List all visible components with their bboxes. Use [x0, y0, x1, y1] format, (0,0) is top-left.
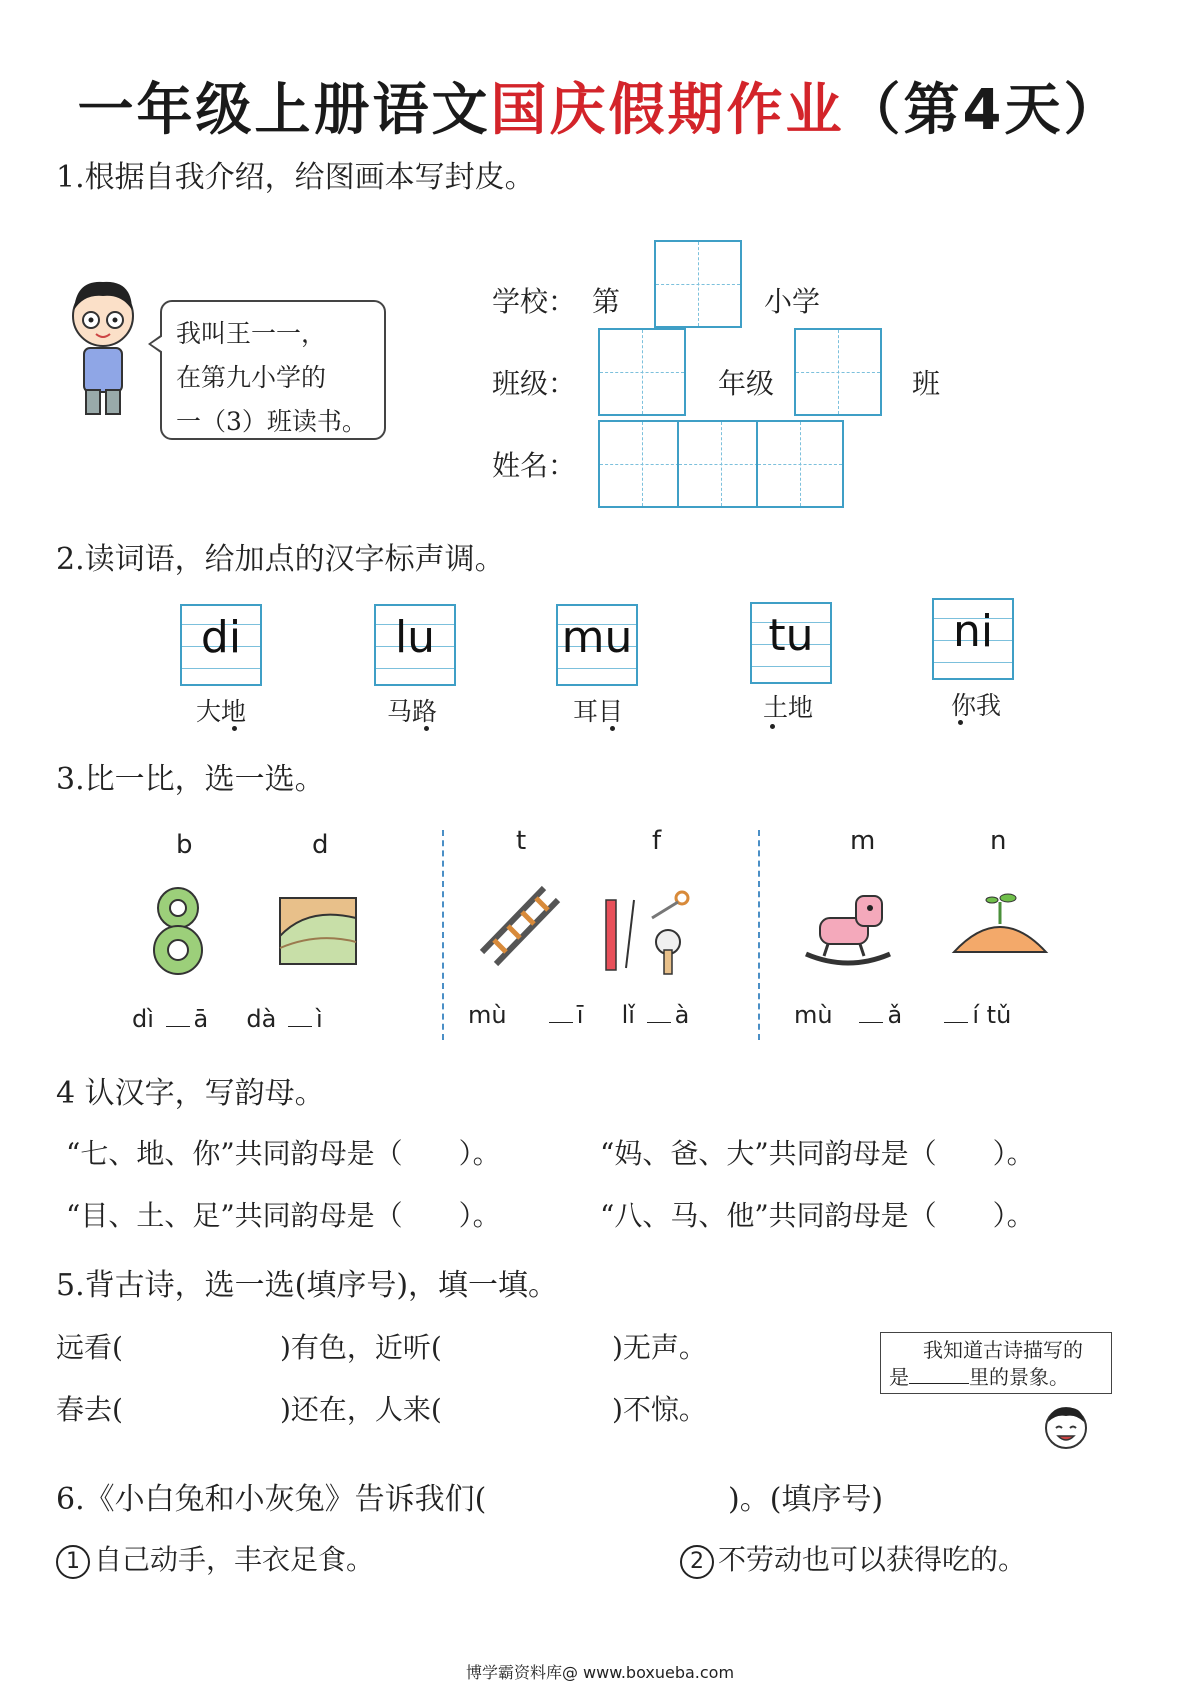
letter-b: b [176, 830, 193, 860]
emphasis-dot-5 [958, 720, 963, 725]
school-label: 学校： [492, 285, 577, 318]
poem-line-2c: )不惊。 [612, 1393, 707, 1426]
word-3: 耳目 [572, 697, 623, 726]
option-2 [680, 1538, 1026, 1579]
q2-prompt: 2.读词语，给加点的汉字标声调。 [56, 542, 505, 577]
option-2-text: 不劳动也可以获得吃的。 [718, 1543, 1027, 1576]
pinyin-box-5 [932, 598, 1014, 680]
poem-line-2b: )还在，人来( [280, 1393, 442, 1426]
title-part2: 国庆假期作业 [490, 78, 845, 143]
poem-line-1b: )有色，近听( [280, 1331, 442, 1364]
poem-line-1c: )无声。 [612, 1331, 707, 1364]
divider-1 [442, 830, 444, 1040]
digit-eight-icon [146, 880, 210, 980]
q4-prompt: 4 认汉字，写韵母。 [56, 1076, 325, 1111]
ladder-icon [474, 880, 564, 970]
poem-line-1a: 远看( [56, 1331, 123, 1364]
option-1-number: 1 [56, 1545, 90, 1579]
pinyin-box-3 [556, 604, 638, 686]
pinyin-pair-2: mù ī lǐ à [468, 1001, 690, 1029]
letter-f: f [652, 826, 662, 856]
word-1: 大地 [195, 697, 246, 726]
name-box-3[interactable] [756, 420, 844, 508]
rocking-horse-icon [800, 888, 896, 968]
letter-d: d [312, 830, 329, 860]
class-word: 班 [912, 367, 941, 400]
smiling-child-icon [1040, 1402, 1092, 1450]
class-label: 班级： [492, 367, 577, 400]
emphasis-dot-2 [424, 726, 429, 731]
title-part3: （第4天） [844, 78, 1123, 143]
soil-mound-icon [950, 888, 1050, 958]
q4-line-2a: “目、土、足”共同韵母是（ ）。 [66, 1199, 501, 1232]
emphasis-dot-3 [610, 726, 615, 731]
boy-icon [62, 270, 144, 420]
letter-t: t [516, 826, 527, 856]
note-line-1: 我知道古诗描写的 [923, 1338, 1083, 1362]
q6-prompt-b: )。(填序号) [728, 1482, 884, 1517]
pinyin-box-4 [750, 602, 832, 684]
grade-word: 年级 [718, 367, 775, 400]
pinyin-4: tu [768, 610, 814, 661]
letter-n: n [990, 826, 1007, 856]
pinyin-pair-1: dì ā dà ì [132, 1005, 323, 1033]
school-suffix: 小学 [764, 285, 821, 318]
pinyin-box-2 [374, 604, 456, 686]
pinyin-pair-3: mù ǎ í tǔ [794, 1001, 1012, 1029]
name-box-2[interactable] [677, 420, 765, 508]
footer-watermark: 博学霸资料库@ www.boxueba.com [465, 1663, 735, 1682]
pinyin-1: di [200, 612, 242, 663]
earth-icon [278, 896, 358, 966]
title-part1: 一年级上册语文 [77, 78, 491, 143]
q4-line-2b: “八、马、他”共同韵母是（ ）。 [600, 1199, 1035, 1232]
option-2-number: 2 [680, 1545, 714, 1579]
poem-line-2a: 春去( [56, 1393, 123, 1426]
word-4: 土地 [762, 693, 813, 722]
q4-line-1b: “妈、爸、大”共同韵母是（ ）。 [600, 1137, 1035, 1170]
school-number-box[interactable] [654, 240, 742, 328]
grade-box[interactable] [598, 328, 686, 416]
word-5: 你我 [950, 691, 1001, 720]
word-2: 马路 [386, 697, 437, 726]
q1-prompt: 1.根据自我介绍，给图画本写封皮。 [56, 160, 535, 195]
intro-bubble [160, 300, 386, 440]
q5-prompt: 5.背古诗，选一选(填序号)，填一填。 [56, 1268, 559, 1303]
pinyin-box-1 [180, 604, 262, 686]
page-title [0, 66, 1200, 146]
school-prefix: 第 [592, 285, 621, 318]
name-box-1[interactable] [598, 420, 686, 508]
q3-prompt: 3.比一比，选一选。 [56, 762, 325, 797]
letter-m: m [850, 826, 876, 856]
option-1-text: 自己动手，丰衣足食。 [94, 1543, 375, 1576]
emphasis-dot-4 [770, 724, 775, 729]
q4-line-1a: “七、地、你”共同韵母是（ ）。 [66, 1137, 501, 1170]
pinyin-5: ni [952, 606, 994, 657]
pinyin-3: mu [561, 612, 633, 663]
bubble-line-2: 在第九小学的 [176, 363, 327, 392]
bubble-line-1: 我叫王一一， [176, 319, 327, 348]
q6-prompt-a: 6.《小白兔和小灰兔》告诉我们( [56, 1482, 487, 1517]
divider-2 [758, 830, 760, 1040]
emphasis-dot-1 [232, 726, 237, 731]
bubble-line-3: 一（3）班读书。 [176, 407, 367, 436]
pinyin-2: lu [394, 612, 436, 663]
note-line-2: 是 里的景象。 [889, 1365, 1069, 1389]
name-label: 姓名： [492, 449, 577, 482]
option-1 [56, 1538, 374, 1579]
class-number-box[interactable] [794, 328, 882, 416]
poem-note-box [880, 1332, 1112, 1394]
barber-tools-icon [602, 890, 702, 980]
